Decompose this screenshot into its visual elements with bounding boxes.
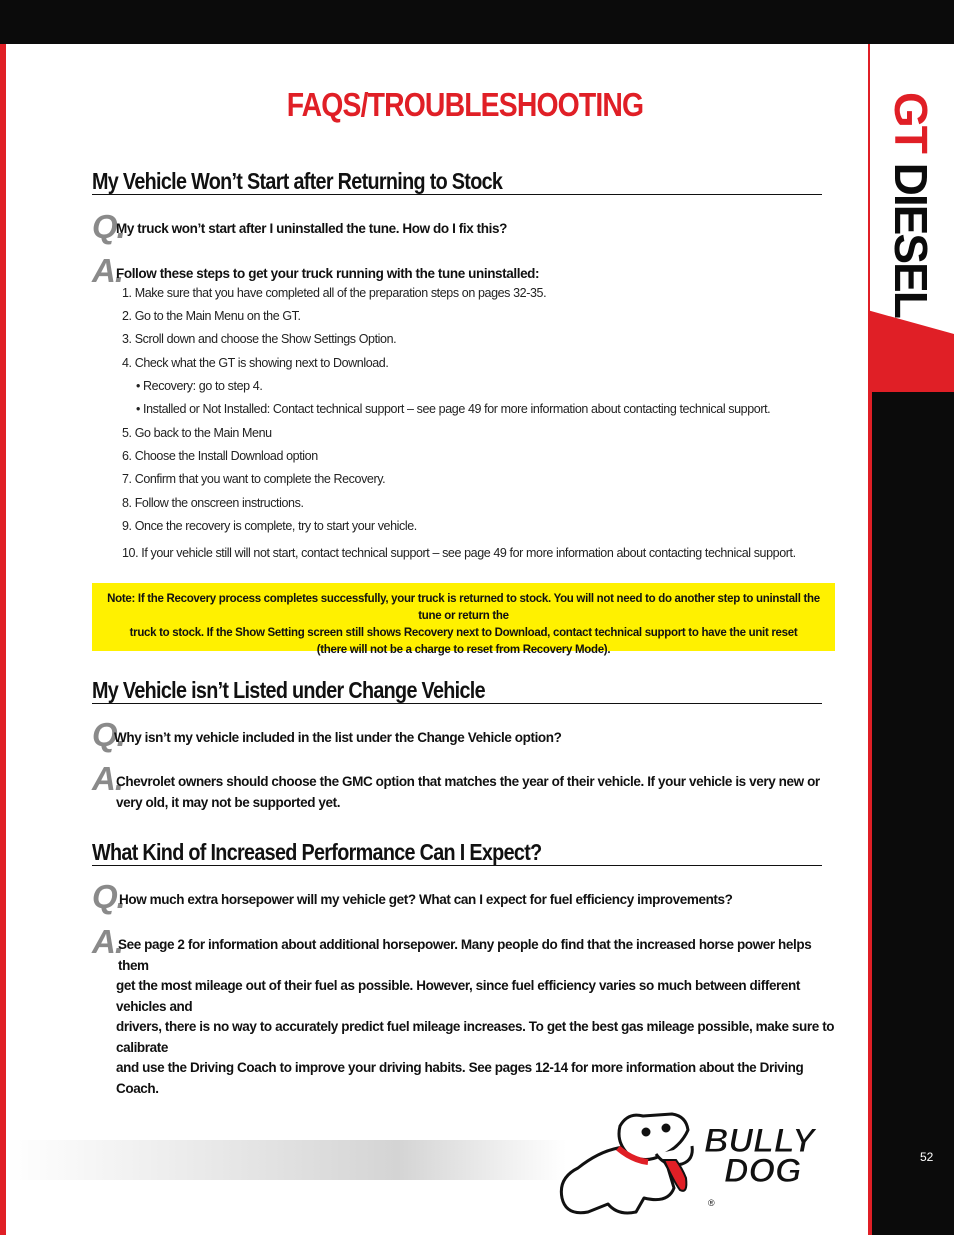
list-item: 9. Once the recovery is complete, try to start your vehicle.	[122, 519, 417, 533]
question-text: My truck won’t start after I uninstalled the tune. How do I fix this?	[116, 221, 507, 236]
question-text: Why isn’t my vehicle included in the list under the Change Vehicle option?	[114, 730, 562, 745]
a-letter: A.	[92, 760, 123, 797]
q-letter: Q.	[92, 716, 125, 753]
answer-text: Follow these steps to get your truck running with the tune uninstalled:	[116, 266, 540, 281]
q-letter: Q.	[92, 208, 125, 245]
brand-diesel: DIESEL	[885, 151, 937, 317]
list-item: 5. Go back to the Main Menu	[122, 426, 272, 440]
bully-dog-logo	[548, 1108, 848, 1226]
note-line: (there will not be a charge to reset from Recovery Mode).	[316, 644, 611, 656]
answer-text	[116, 935, 836, 1099]
note-line: truck to stock. If the Show Setting screen still shows Recovery next to Download, contact technical support to have the unit reset	[129, 627, 798, 639]
top-black-bar	[0, 0, 954, 44]
list-item: 6. Choose the Install Download option	[122, 449, 318, 463]
logo-text-bully: BULLY	[704, 1122, 815, 1160]
q-letter: Q.	[92, 878, 125, 915]
list-item: • Recovery: go to step 4.	[136, 379, 263, 393]
a-letter: A.	[92, 252, 123, 289]
list-item: 10. If your vehicle still will not start, contact technical support – see page 49 for more information about contacting technical support.	[122, 546, 796, 560]
page-number: 52	[920, 1150, 934, 1164]
section-heading-performance: What Kind of Increased Performance Can I Expect?	[92, 839, 822, 866]
list-item: 2. Go to the Main Menu on the GT.	[122, 309, 301, 323]
sidebar-brand-title	[882, 92, 942, 317]
recovery-note-box	[92, 583, 835, 656]
section-heading-wont-start: My Vehicle Won’t Start after Returning to Stock	[92, 168, 822, 195]
list-item: 3. Scroll down and choose the Show Settings Option.	[122, 332, 397, 346]
sidebar-black-block	[872, 392, 954, 1235]
answer-text: Chevrolet owners should choose the GMC option that matches the year of their vehicle. If your vehicle is very new or very old, it may not be supported yet.	[116, 774, 820, 810]
note-line: Note: If the Recovery process completes successfully, your truck is returned to stock. You will not need to do another step to uninstall the tune or return the	[107, 593, 820, 622]
answer-line: and use the Driving Coach to improve your driving habits. See pages 12-14 for more information about the Driving Coach.	[116, 1060, 804, 1096]
section-heading-not-listed: My Vehicle isn’t Listed under Change Vehicle	[92, 677, 822, 704]
answer-line: drivers, there is no way to accurately predict fuel mileage increases. To get the best gas mileage possible, make sure to calibrate	[116, 1019, 835, 1055]
bulldog-mascot-icon	[548, 1108, 848, 1226]
list-item: • Installed or Not Installed: Contact technical support – see page 49 for more information about contacting technical support.	[136, 402, 771, 416]
list-item: 8. Follow the onscreen instructions.	[122, 496, 304, 510]
page-title: FAQS/TROUBLESHOOTING	[286, 86, 644, 123]
question-text: How much extra horsepower will my vehicle get? What can I expect for fuel efficiency improvements?	[119, 892, 733, 907]
logo-text-dog: DOG	[724, 1152, 802, 1190]
footer-gradient-bar	[6, 1140, 566, 1180]
list-item: 1. Make sure that you have completed all of the preparation steps on pages 32-35.	[122, 286, 547, 300]
answer-line: See page 2 for information about additional horsepower. Many people do find that the increased horse power helps them	[118, 937, 812, 973]
list-item: 7. Confirm that you want to complete the Recovery.	[122, 472, 386, 486]
left-red-border	[0, 44, 6, 1235]
registered-mark: ®	[708, 1198, 715, 1208]
brand-gt: GT	[885, 92, 937, 152]
answer-line: get the most mileage out of their fuel as possible. However, since fuel efficiency varies so much between different vehicles and	[116, 978, 800, 1014]
a-letter: A.	[92, 923, 123, 960]
list-item: 4. Check what the GT is showing next to Download.	[122, 356, 389, 370]
